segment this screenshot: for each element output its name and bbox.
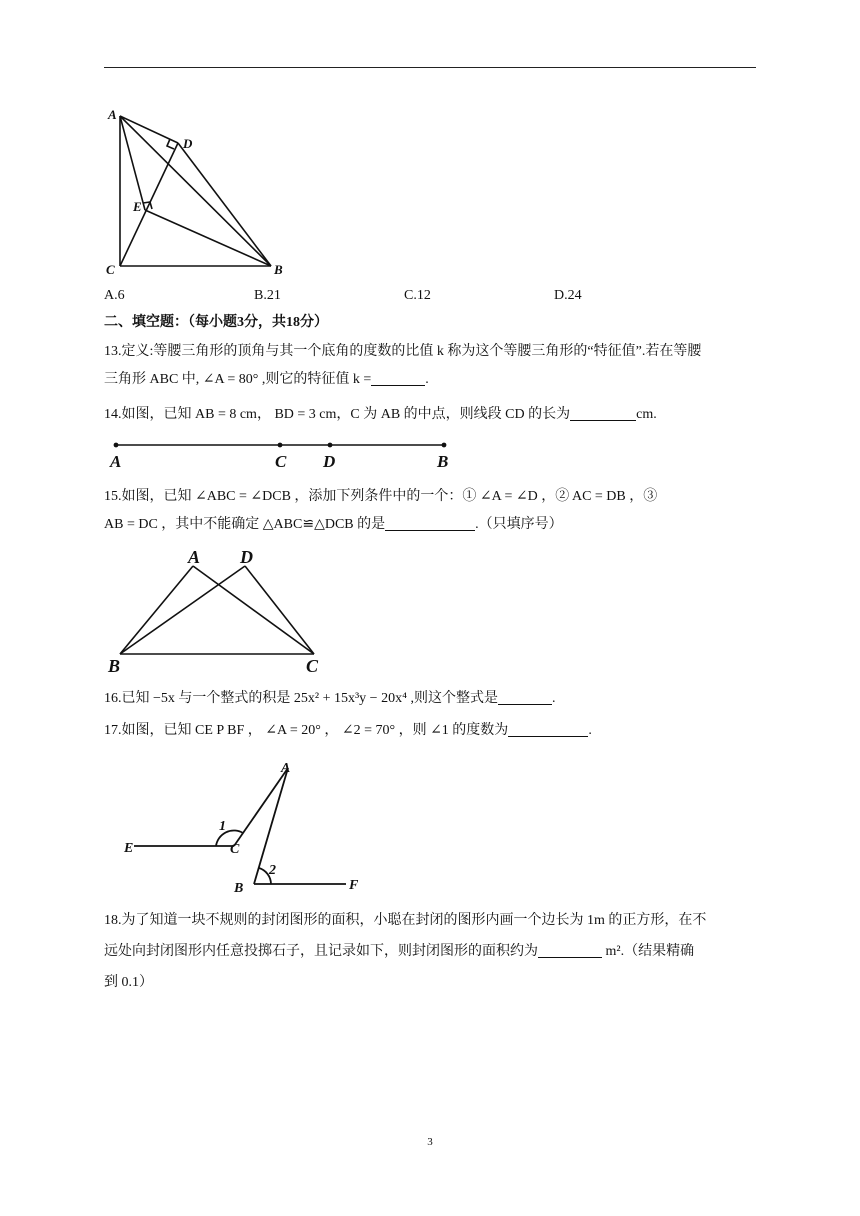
q17-question — [104, 721, 592, 741]
q18-line1: 18.为了知道一块不规则的封闭图形的面积，小聪在封闭的图形内画一个边长为 1m 的正方形，在不 — [104, 913, 707, 928]
label-D: D — [183, 136, 193, 151]
q14-unit: cm. — [636, 407, 657, 422]
label-D: D — [240, 547, 253, 567]
section-heading: 二、填空题：（每小题3分，共18分） — [104, 315, 328, 330]
q14-question — [104, 405, 657, 425]
q17-text: 17.如图，已知 CE P BF ， ∠A = 20° ， ∠2 = 70° ，则 ∠1 的度数为 — [104, 723, 509, 738]
label-C: C — [230, 842, 240, 857]
q17-end: . — [588, 723, 592, 738]
q18-line2 — [104, 942, 694, 962]
label-C: C — [275, 452, 287, 471]
q15-text: AB = DC ，其中不能确定 △ABC≌△DCB 的是 — [104, 517, 386, 532]
q16-end: . — [551, 691, 556, 706]
q15-figure — [104, 545, 344, 677]
q12-figure — [104, 100, 304, 280]
q16-question — [104, 689, 555, 709]
label-A: A — [281, 761, 291, 776]
q13-line1: 13.定义:等腰三角形的顶角与其一个底角的度数的比值 k 称为这个等腰三角形的“特征值”.若在等腰 — [104, 344, 702, 359]
answer-blank[interactable] — [538, 943, 602, 958]
label-B: B — [437, 452, 449, 471]
q14-figure — [104, 436, 464, 472]
answer-blank[interactable] — [570, 406, 636, 421]
label-B: B — [108, 656, 121, 676]
q15-line2 — [104, 515, 563, 535]
angle-2-label: 2 — [269, 863, 276, 878]
q13-end: . — [425, 372, 429, 387]
q13-text: 三角形 ABC 中, ∠A = 80° ,则它的特征值 k = — [104, 372, 372, 387]
label-A: A — [108, 107, 117, 122]
q17-figure — [104, 750, 384, 900]
label-B: B — [274, 262, 283, 277]
answer-blank[interactable] — [371, 371, 425, 386]
header-rule — [104, 67, 756, 68]
q14-text: 14.如图，已知 AB = 8 cm， BD = 3 cm，C 为 AB 的中点，则线段 CD 的长为 — [104, 407, 571, 422]
answer-blank[interactable] — [385, 516, 475, 531]
option-a: A.6 — [104, 288, 125, 303]
label-A: A — [110, 452, 122, 471]
q15-line1: 15.如图，已知 ∠ABC = ∠DCB ，添加下列条件中的一个：① ∠A = ∠D ，② AC = DB ，③ — [104, 489, 658, 504]
option-c: C.12 — [404, 288, 431, 303]
label-E: E — [124, 841, 134, 856]
page-number: 3 — [427, 1136, 433, 1148]
q15-end: .（只填序号） — [475, 517, 563, 532]
q18-text: 远处向封闭图形内任意投掷石子，且记录如下，则封闭图形的面积约为 — [104, 944, 538, 959]
q16-text: 16.已知 −5x 与一个整式的积是 25x² + 15x³y − 20x⁴ ,则这个整式是 — [104, 691, 498, 706]
label-D: D — [323, 452, 336, 471]
label-C: C — [106, 262, 115, 277]
label-B: B — [234, 881, 244, 896]
label-C: C — [306, 656, 319, 676]
q18-unit: m².（结果精确 — [605, 944, 695, 959]
option-d: D.24 — [554, 288, 582, 303]
answer-blank[interactable] — [498, 690, 552, 705]
option-b: B.21 — [254, 288, 281, 303]
label-E: E — [133, 199, 142, 214]
label-A: A — [188, 547, 201, 567]
answer-blank[interactable] — [508, 722, 588, 737]
label-F: F — [349, 878, 359, 893]
angle-1-label: 1 — [219, 819, 226, 834]
q13-line2 — [104, 370, 429, 390]
q18-line3: 到 0.1） — [104, 975, 153, 990]
